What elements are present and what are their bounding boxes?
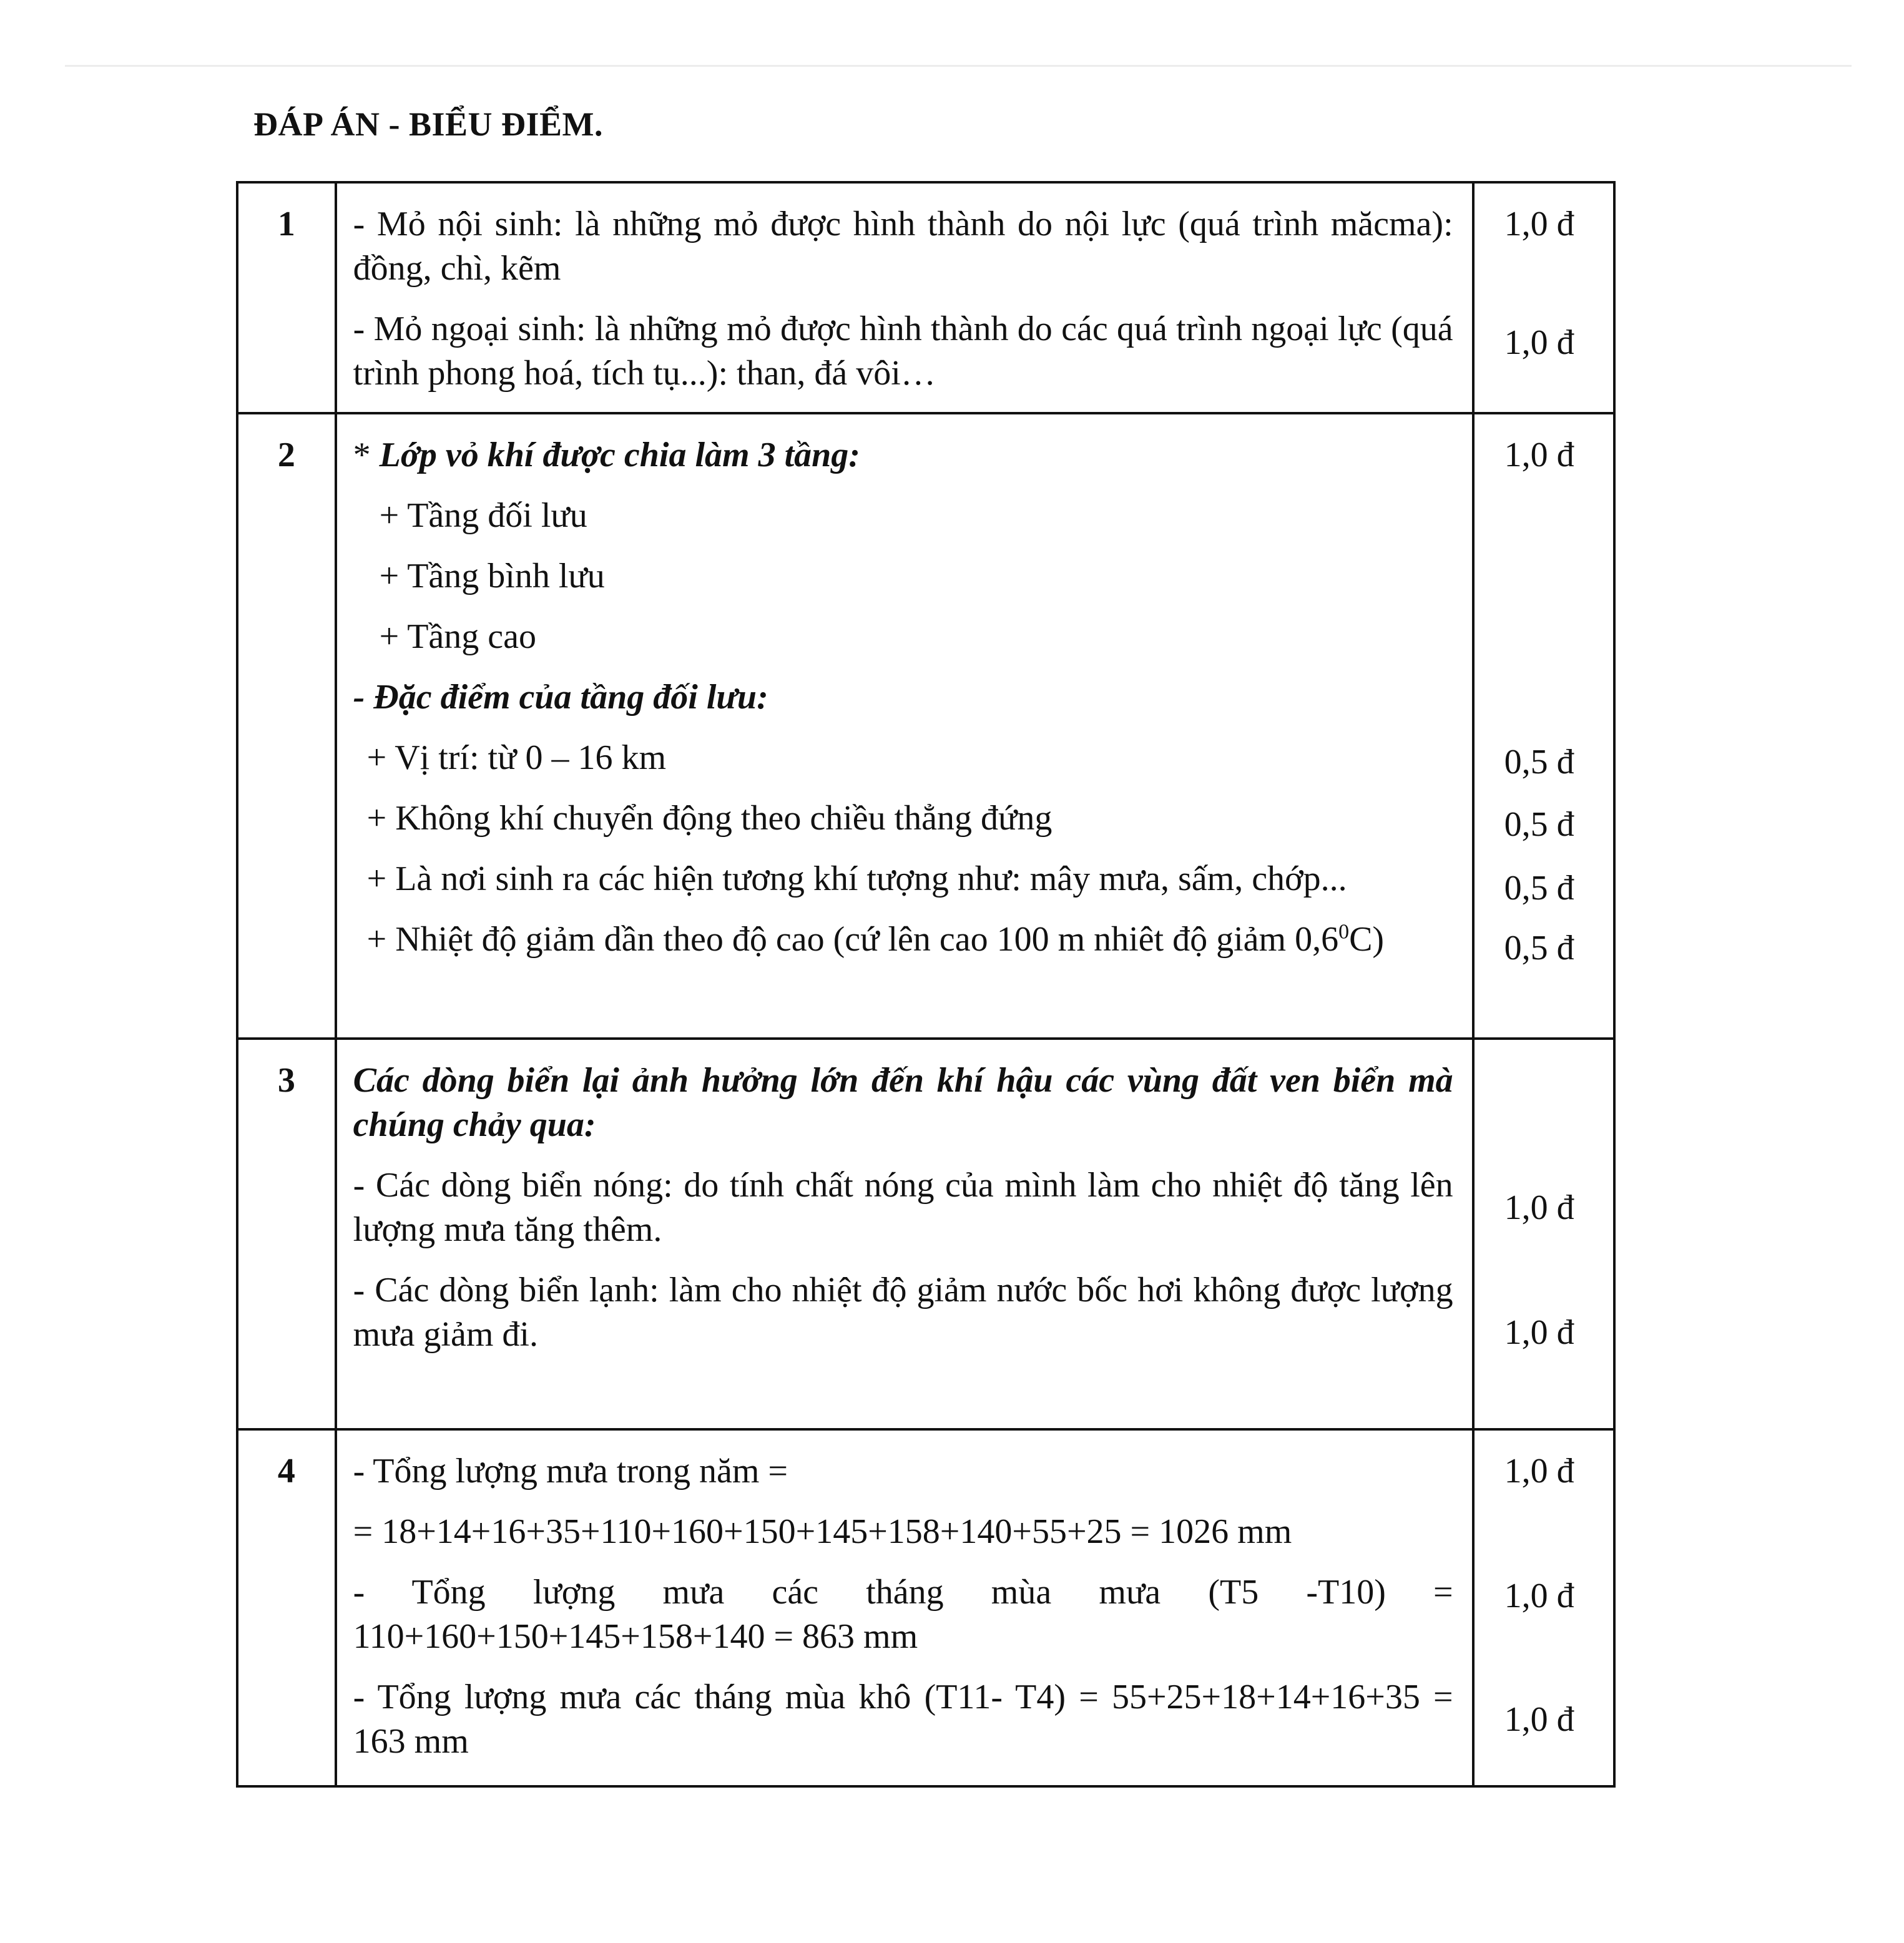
score-value: 0,5 đ: [1504, 805, 1574, 844]
score-value: 1,0 đ: [1504, 1577, 1574, 1615]
answer-line: + Tầng bình lưu: [379, 557, 605, 595]
answer-line: - Tổng lượng mưa trong năm =: [353, 1452, 788, 1490]
answer-line: - Mỏ nội sinh: là những mỏ được hình thành do nội lực (quá trình măcma): đồng, chì, kẽm: [353, 205, 1453, 288]
answer-content: [336, 1429, 1473, 1786]
score-value: 1,0 đ: [1504, 1452, 1574, 1490]
page-title: ĐÁP ÁN - BIỂU ĐIỂM.: [253, 105, 604, 143]
answer-line: + Không khí chuyển động theo chiều thẳng đứng: [366, 799, 1053, 838]
answer-line: - Các dòng biển nóng: do tính chất nóng của mình làm cho nhiệt độ tăng lên lượng mưa tăng thêm.: [353, 1166, 1453, 1249]
question-number: 1: [237, 182, 336, 413]
table-row-3: [237, 1039, 1614, 1429]
section-heading: [353, 433, 1453, 477]
score-value: 0,5 đ: [1504, 869, 1574, 908]
heading-text: Lớp vỏ khí được chia làm 3 tầng:: [379, 436, 860, 474]
line-text: + Nhiệt độ giảm dần theo độ cao (cứ lên cao 100 m nhiêt độ giảm 0,6: [366, 920, 1339, 959]
answer-content: [336, 1039, 1473, 1429]
answer-table: [236, 181, 1616, 1788]
score-cell: [1473, 1039, 1614, 1429]
answer-line: = 18+14+16+35+110+160+150+145+158+140+55+25 = 1026 mm: [353, 1512, 1292, 1551]
answer-line: + Vị trí: từ 0 – 16 km: [366, 738, 667, 777]
answer-content: [336, 413, 1473, 1039]
answer-line: + Là nơi sinh ra các hiện tương khí tượng như: mây mưa, sấm, chớp...: [366, 859, 1347, 898]
score-value: 1,0 đ: [1504, 436, 1574, 474]
answer-line: [353, 918, 1453, 962]
section-heading: Các dòng biển lại ảnh hưởng lớn đến khí hậu các vùng đất ven biển mà chúng chảy qua:: [353, 1061, 1453, 1144]
score-cell: [1473, 413, 1614, 1039]
superscript: 0: [1338, 920, 1350, 944]
table-row-4: [237, 1429, 1614, 1786]
score-cell: [1473, 182, 1614, 413]
line-text-end: C): [1349, 920, 1385, 959]
answer-line: - Các dòng biển lạnh: làm cho nhiệt độ giảm nước bốc hơi không được lượng mưa giảm đi.: [353, 1271, 1453, 1354]
sub-heading: - Đặc điểm của tầng đối lưu:: [353, 678, 768, 717]
score-value: 1,0 đ: [1504, 1700, 1574, 1739]
score-value: 1,0 đ: [1504, 1188, 1574, 1227]
score-value: 0,5 đ: [1504, 929, 1574, 967]
top-divider: [65, 65, 1852, 67]
answer-line: - Tổng lượng mưa các tháng mùa mưa (T5 -T10) = 110+160+150+145+158+140 = 863 mm: [353, 1573, 1453, 1656]
answer-line: - Mỏ ngoại sinh: là những mỏ được hình thành do các quá trình ngoại lực (quá trình phong hoá, tích tụ...): than, đá vôi…: [353, 310, 1453, 393]
table-row-1: [237, 182, 1614, 413]
score-value: 1,0 đ: [1504, 323, 1574, 362]
question-number: 3: [237, 1039, 336, 1429]
score-cell: [1473, 1429, 1614, 1786]
answer-line: - Tổng lượng mưa các tháng mùa khô (T11- T4) = 55+25+18+14+16+35 = 163 mm: [353, 1678, 1453, 1761]
answer-line: + Tầng đối lưu: [379, 496, 587, 535]
question-number: 2: [237, 413, 336, 1039]
question-number: 4: [237, 1429, 336, 1786]
answer-content: [336, 182, 1473, 413]
score-value: 1,0 đ: [1504, 205, 1574, 243]
score-value: 1,0 đ: [1504, 1313, 1574, 1352]
answer-line: + Tầng cao: [379, 617, 536, 656]
table-row-2: [237, 413, 1614, 1039]
bullet-star: *: [353, 436, 380, 474]
score-value: 0,5 đ: [1504, 743, 1574, 781]
